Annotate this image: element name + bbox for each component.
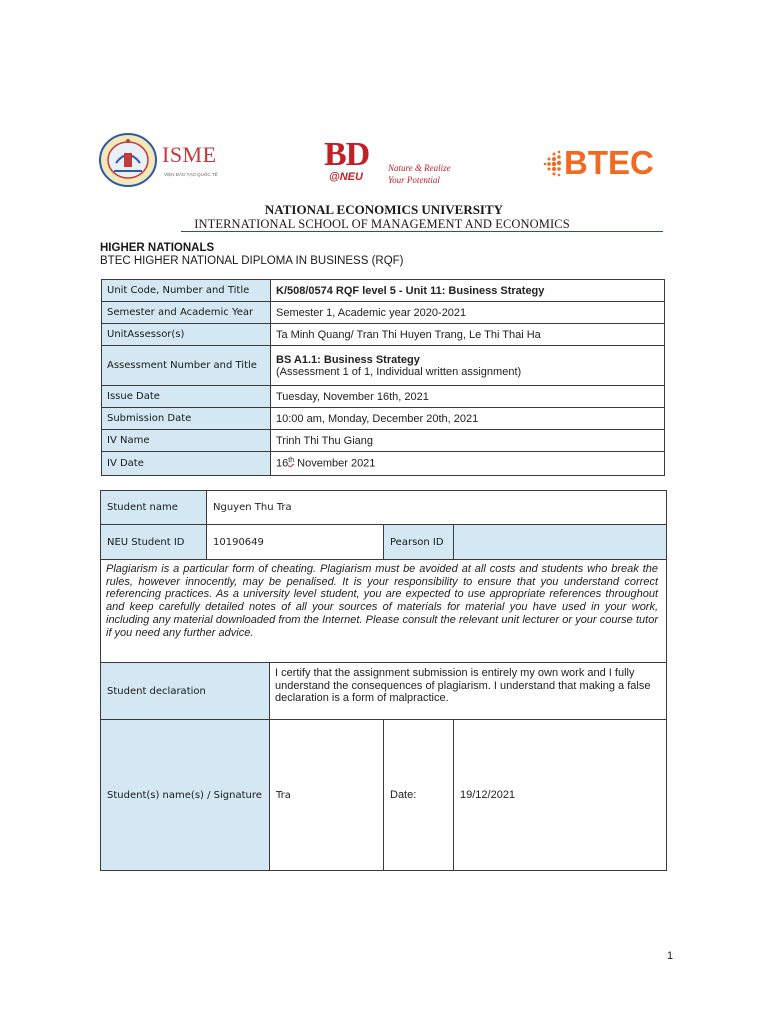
table-row bbox=[101, 560, 667, 663]
table-row bbox=[102, 430, 665, 452]
neu-id-value: 10190649 bbox=[207, 525, 384, 560]
bd-logo-at-neu: @NEU bbox=[329, 171, 363, 183]
assessment-subtitle: (Assessment 1 of 1, Individual written assignment) bbox=[276, 365, 522, 378]
assessor-label: UnitAssessor(s) bbox=[102, 324, 271, 346]
date-value: 19/12/2021 bbox=[454, 720, 667, 871]
declaration-label: Student declaration bbox=[101, 663, 270, 720]
neu-seal-logo bbox=[98, 133, 158, 188]
diploma-title: BTEC HIGHER NATIONAL DIPLOMA IN BUSINESS (RQF) bbox=[100, 255, 404, 267]
pearson-id-label: Pearson ID bbox=[384, 525, 454, 560]
date-label: Date: bbox=[384, 720, 454, 871]
signature-label: Student(s) name(s) / Signature bbox=[101, 720, 270, 871]
isme-logo-text: ISME bbox=[162, 142, 217, 167]
submission-date-value: 10:00 am, Monday, December 20th, 2021 bbox=[271, 408, 665, 430]
unit-code-value: K/508/0574 RQF level 5 - Unit 11: Business Strategy bbox=[271, 280, 665, 302]
bd-logo-tagline-1: Nature & Realize bbox=[388, 163, 451, 173]
assessor-value: Ta Minh Quang/ Tran Thi Huyen Trang, Le Thi Thai Ha bbox=[271, 324, 665, 346]
higher-nationals-heading: HIGHER NATIONALS bbox=[100, 242, 215, 254]
student-name-label: Student name bbox=[101, 491, 207, 525]
issue-date-label: Issue Date bbox=[102, 386, 271, 408]
btec-dots-icon bbox=[542, 149, 564, 179]
bd-logo-tagline-2: Your Potential bbox=[388, 175, 440, 185]
iv-date-value bbox=[271, 452, 665, 476]
declaration-text: I certify that the assignment submission is entirely my own work and I fully understand the consequences of plagiarism. I understand that making a false declaration is a form of malpractice. bbox=[270, 663, 667, 720]
issue-date-value: Tuesday, November 16th, 2021 bbox=[271, 386, 665, 408]
iv-date-label: IV Date bbox=[102, 452, 271, 476]
isme-logo bbox=[162, 142, 222, 184]
submission-date-label: Submission Date bbox=[102, 408, 271, 430]
pearson-id-value bbox=[454, 525, 667, 560]
iv-date-day: 16 bbox=[276, 457, 289, 470]
page-number: 1 bbox=[667, 950, 674, 962]
header-divider bbox=[181, 231, 663, 232]
btec-logo-text: BTEC bbox=[564, 144, 654, 181]
table-row bbox=[102, 386, 665, 408]
plagiarism-notice: Plagiarism is a particular form of cheating. Plagiarism must be avoided at all costs and students who break the rules, however innocently, may be penalised. It is your responsibility to ensure that you understand correct referencing practices. As a university level student, you are expected to use appropriate references throughout and keep carefully detailed notes of all your sources of materials for material you have used in your work, including any material downloaded from the Internet. Please consult the relevant unit lecturer or your course tutor if you need any further advice. bbox=[101, 560, 667, 663]
bd-logo-mark: BD bbox=[324, 136, 370, 173]
student-info-table bbox=[100, 490, 667, 871]
table-row bbox=[102, 280, 665, 302]
assessment-value bbox=[271, 346, 665, 386]
table-row bbox=[101, 663, 667, 720]
table-row bbox=[101, 525, 667, 560]
school-name: INTERNATIONAL SCHOOL OF MANAGEMENT AND ECONOMICS bbox=[194, 217, 570, 231]
iv-name-value: Trinh Thi Thu Giang bbox=[271, 430, 665, 452]
iv-date-rest: November 2021 bbox=[294, 457, 376, 470]
iv-date-suffix: th bbox=[288, 457, 295, 465]
semester-value: Semester 1, Academic year 2020-2021 bbox=[271, 302, 665, 324]
table-row bbox=[101, 720, 667, 871]
signature-value: Tra bbox=[270, 720, 384, 871]
student-name-value: Nguyen Thu Tra bbox=[207, 491, 667, 525]
table-row bbox=[101, 491, 667, 525]
unit-info-table bbox=[101, 279, 665, 476]
table-row bbox=[102, 408, 665, 430]
assessment-label: Assessment Number and Title bbox=[102, 346, 271, 386]
btec-logo bbox=[542, 145, 667, 183]
table-row bbox=[102, 302, 665, 324]
isme-logo-subtitle: VIỆN ĐÀO TẠO QUỐC TẾ bbox=[164, 172, 218, 177]
iv-name-label: IV Name bbox=[102, 430, 271, 452]
unit-code-label: Unit Code, Number and Title bbox=[102, 280, 271, 302]
semester-label: Semester and Academic Year bbox=[102, 302, 271, 324]
table-row bbox=[102, 346, 665, 386]
table-row bbox=[102, 452, 665, 476]
university-name: NATIONAL ECONOMICS UNIVERSITY bbox=[264, 202, 504, 217]
bd-neu-logo bbox=[324, 138, 459, 188]
assessment-title: BS A1.1: Business Strategy bbox=[276, 353, 420, 366]
table-row bbox=[102, 324, 665, 346]
neu-id-label: NEU Student ID bbox=[101, 525, 207, 560]
